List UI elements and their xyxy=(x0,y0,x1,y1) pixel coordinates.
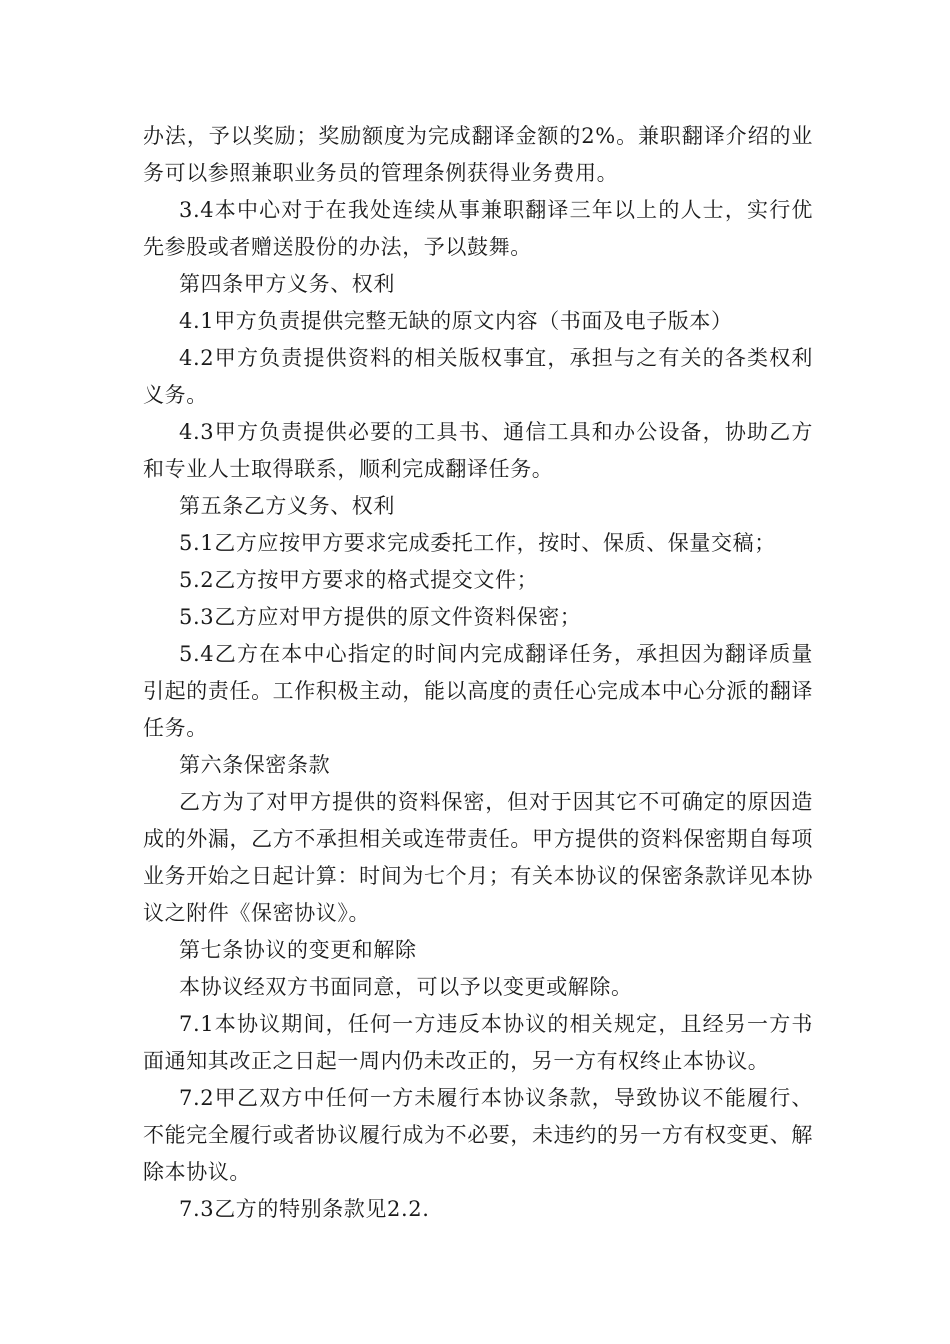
paragraph: 4.1甲方负责提供完整无缺的原文内容（书面及电子版本） xyxy=(179,309,733,333)
section-heading: 第四条甲方义务、权利 xyxy=(179,272,395,296)
paragraph: 3.4本中心对于在我处连续从事兼职翻译三年以上的人士，实行优先参股或者赠送股份的办法，予以鼓舞。 xyxy=(143,198,813,259)
paragraph: 4.2甲方负责提供资料的相关版权事宜，承担与之有关的各类权利义务。 xyxy=(143,346,813,407)
paragraph: 7.3乙方的特别条款见2.2. xyxy=(179,1197,430,1221)
paragraph: 办法，予以奖励；奖励额度为完成翻译金额的2%。兼职翻译介绍的业务可以参照兼职业务员的管理条例获得业务费用。 xyxy=(143,124,813,185)
paragraph: 乙方为了对甲方提供的资料保密，但对于因其它不可确定的原因造成的外漏，乙方不承担相关或连带责任。甲方提供的资料保密期自每项业务开始之日起计算：时间为七个月；有关本协议的保密条款详见本协议之附件《保密协议》。 xyxy=(143,790,813,925)
paragraph: 本协议经双方书面同意，可以予以变更或解除。 xyxy=(179,975,633,999)
paragraph: 7.1本协议期间，任何一方违反本协议的相关规定，且经另一方书面通知其改正之日起一周内仍未改正的，另一方有权终止本协议。 xyxy=(143,1012,813,1073)
section-heading: 第六条保密条款 xyxy=(179,753,331,777)
section-heading: 第五条乙方义务、权利 xyxy=(179,494,395,518)
paragraph: 5.3乙方应对甲方提供的原文件资料保密； xyxy=(179,605,582,629)
document-body xyxy=(143,118,813,1228)
paragraph: 5.1乙方应按甲方要求完成委托工作，按时、保质、保量交稿； xyxy=(179,531,776,555)
paragraph: 5.2乙方按甲方要求的格式提交文件； xyxy=(179,568,539,592)
paragraph: 4.3甲方负责提供必要的工具书、通信工具和办公设备，协助乙方和专业人士取得联系，顺利完成翻译任务。 xyxy=(143,420,813,481)
section-heading: 第七条协议的变更和解除 xyxy=(179,938,417,962)
paragraph: 5.4乙方在本中心指定的时间内完成翻译任务，承担因为翻译质量引起的责任。工作积极主动，能以高度的责任心完成本中心分派的翻译任务。 xyxy=(143,642,813,740)
paragraph: 7.2甲乙双方中任何一方未履行本协议条款，导致协议不能履行、不能完全履行或者协议履行成为不必要，未违约的另一方有权变更、解除本协议。 xyxy=(143,1086,813,1184)
